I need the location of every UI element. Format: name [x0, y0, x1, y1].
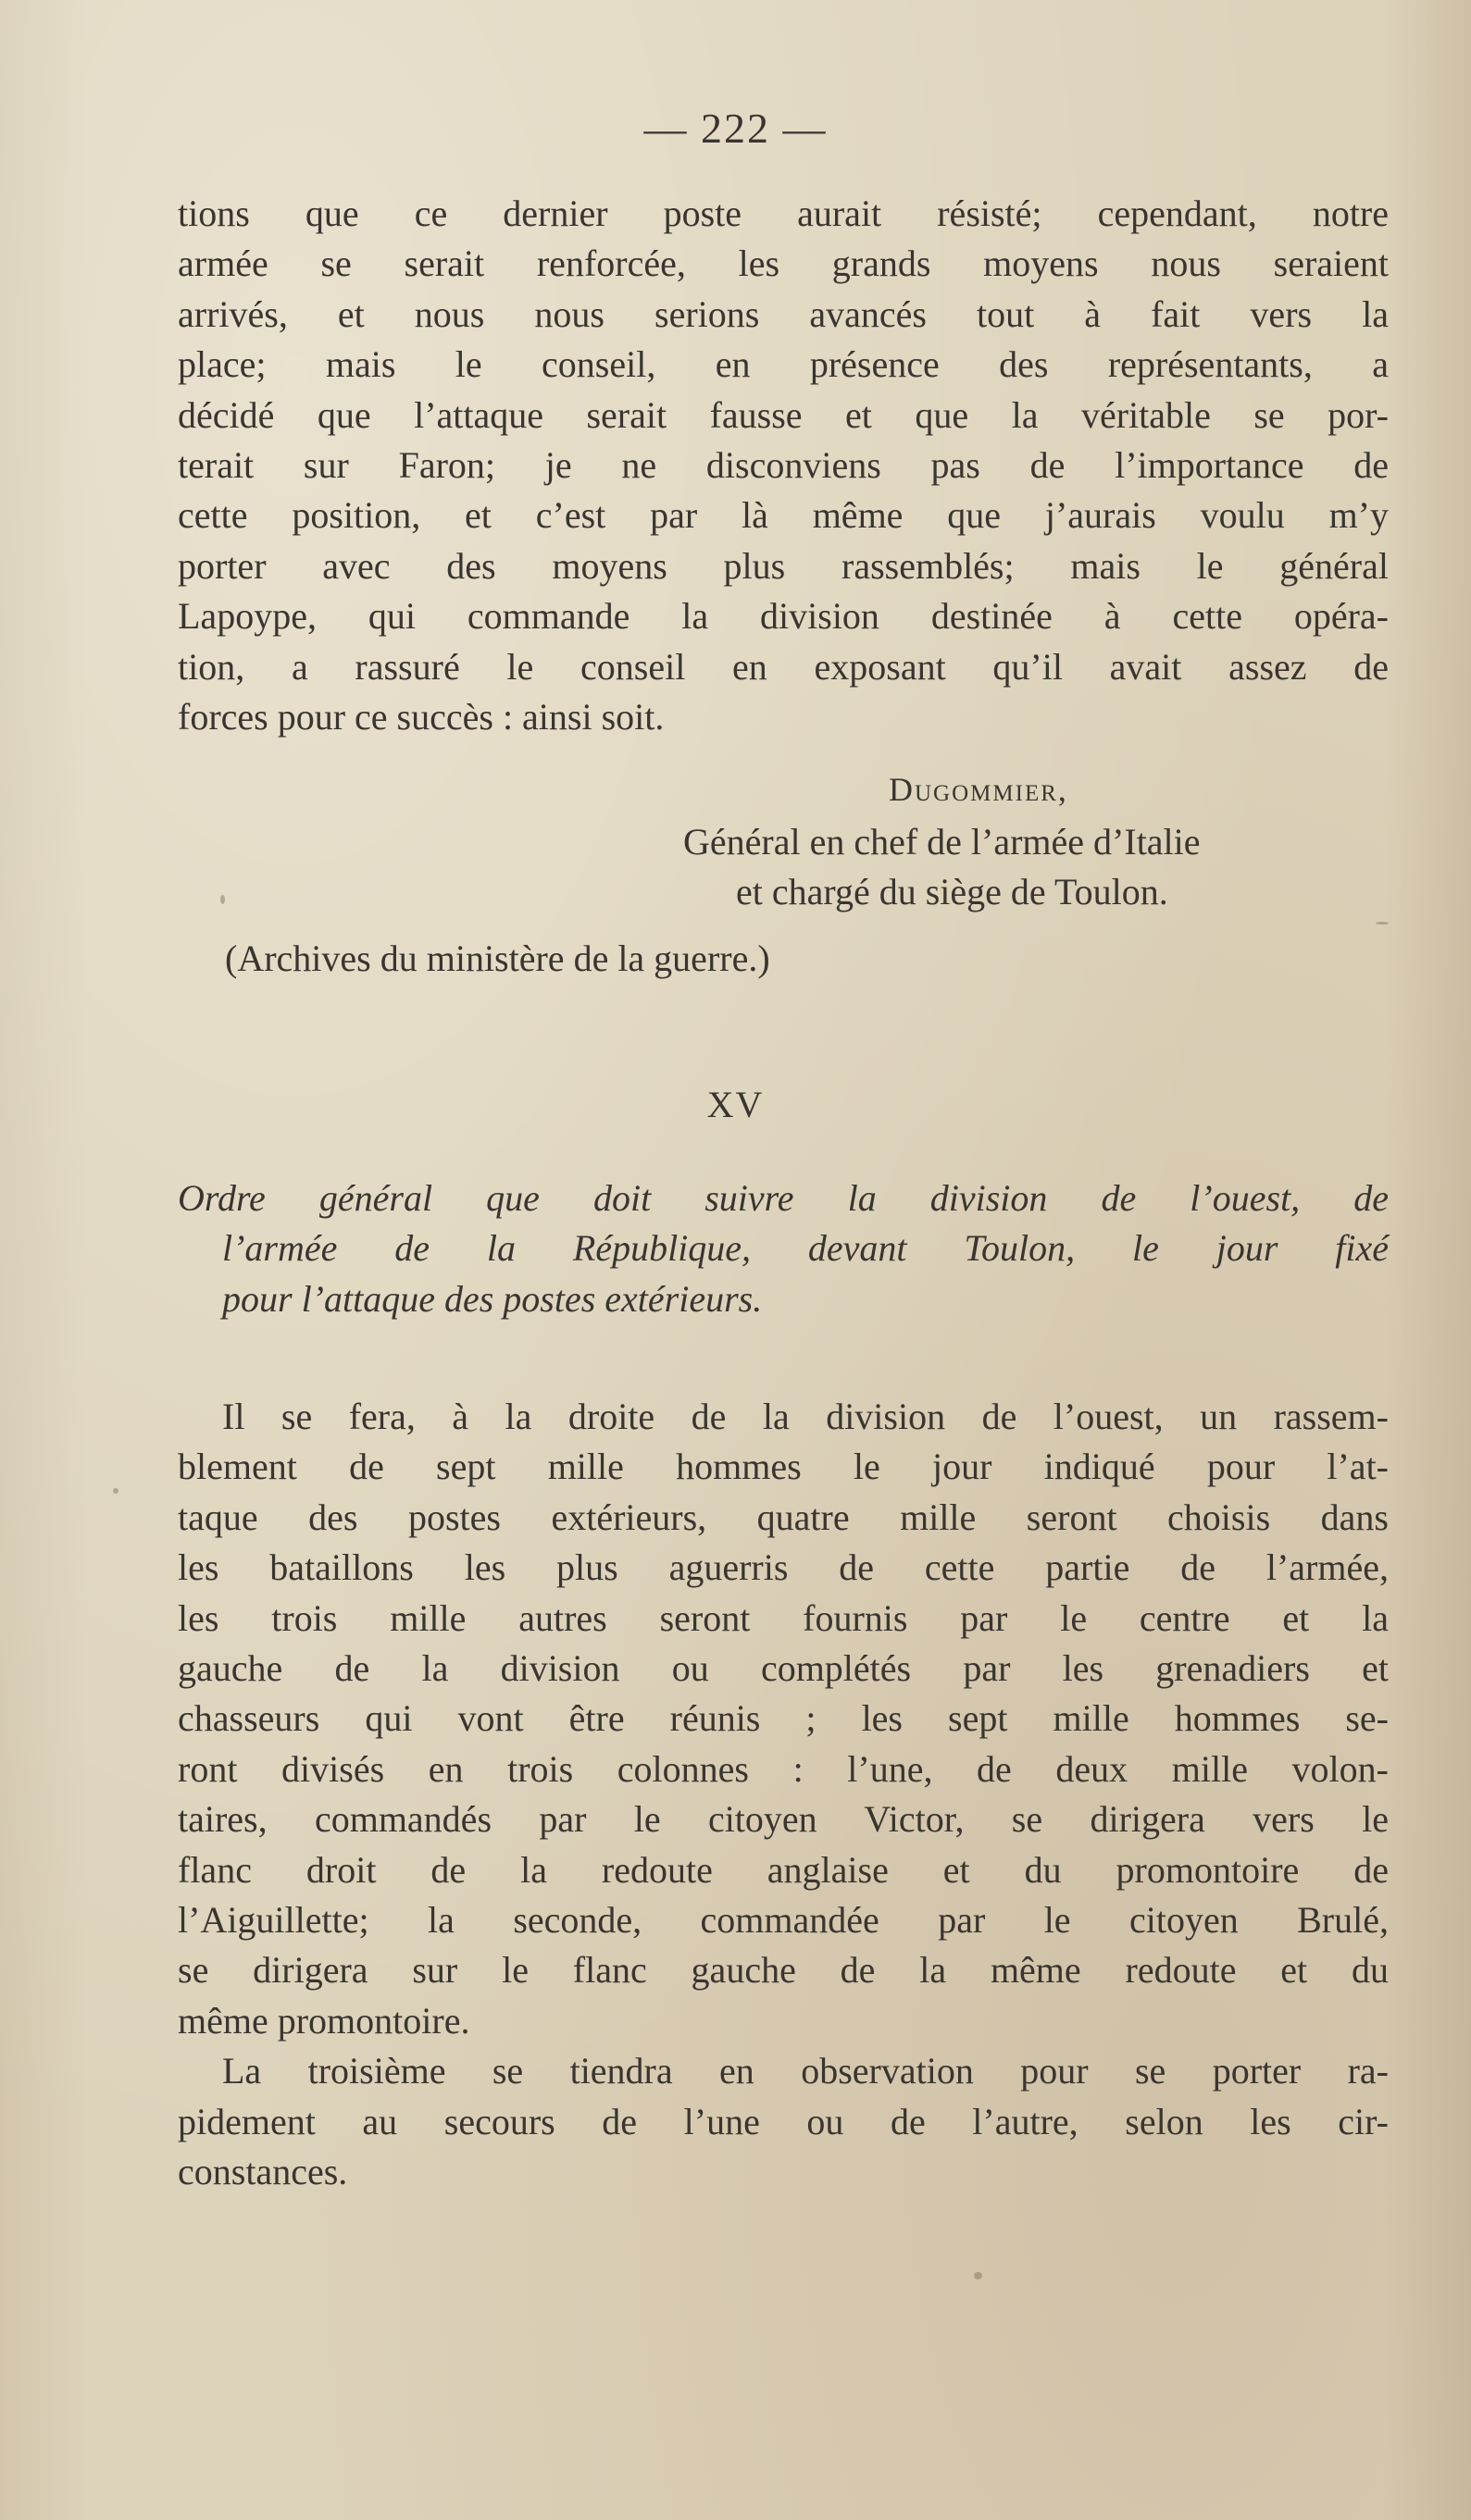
text-line: taires, commandés par le citoyen Victor, se dirigera vers le [178, 1798, 1389, 1841]
page-number: — 222 — [643, 105, 828, 152]
text-line: gauche de la division ou complétés par les grenadiers et [178, 1647, 1389, 1690]
section-number: XV [706, 1084, 765, 1125]
text-line: porter avec des moyens plus rassemblés; mais le général [178, 544, 1389, 587]
text-line: constances. [178, 2151, 348, 2193]
paper-speck [113, 1488, 118, 1494]
text-line: tions que ce dernier poste aurait résisté; cependant, notre [178, 192, 1389, 234]
text-line: cette position, et c’est par là même que j’aurais voulu m’y [178, 494, 1389, 537]
text-line: chasseurs qui vont être réunis ; les sept mille hommes se- [178, 1697, 1389, 1740]
body-paragraph-1 [178, 1392, 1389, 2198]
text-line: les trois mille autres seront fournis par le centre et la [178, 1596, 1389, 1639]
text-line: blement de sept mille hommes le jour indiqué pour l’at- [178, 1446, 1389, 1488]
section-heading [178, 1173, 1389, 1324]
heading-line: l’armée de la République, devant Toulon, le jour fixé [222, 1227, 1389, 1270]
paper-speck [1376, 922, 1389, 925]
opening-paragraph [178, 189, 1389, 742]
source-note: (Archives du ministère de la guerre.) [225, 937, 770, 979]
heading-line: Ordre général que doit suivre la division de l’ouest, de [178, 1177, 1389, 1219]
text-line: terait sur Faron; je ne disconviens pas de l’importance de [178, 444, 1389, 487]
text-line: armée se serait renforcée, les grands moyens nous seraient [178, 242, 1389, 285]
text-line: place; mais le conseil, en présence des représentants, a [178, 343, 1389, 386]
text-line: ront divisés en trois colonnes : l’une, de deux mille volon- [178, 1747, 1389, 1790]
text-line: pidement au secours de l’une ou de l’autre, selon les cir- [178, 2100, 1389, 2142]
signature-name: Dugommier, [889, 771, 1068, 808]
text-line: taque des postes extérieurs, quatre mille seront choisis dans [178, 1496, 1389, 1538]
text-line: flanc droit de la redoute anglaise et du promontoire de [178, 1848, 1389, 1891]
text-line: décidé que l’attaque serait fausse et que la véritable se por- [178, 393, 1389, 436]
paper-speck [974, 2272, 982, 2279]
text-line: se dirigera sur le flanc gauche de la même redoute et du [178, 1949, 1389, 1992]
text-line: Lapoype, qui commande la division destinée à cette opéra- [178, 595, 1389, 638]
heading-line: pour l’attaque des postes extérieurs. [222, 1277, 763, 1320]
text-line: La troisième se tiendra en observation pour se porter ra- [222, 2050, 1389, 2092]
text-line: arrivés, et nous nous serions avancés tout à fait vers la [178, 292, 1389, 335]
text-line: l’Aiguillette; la seconde, commandée par le citoyen Brulé, [178, 1899, 1389, 1942]
paper-speck [220, 895, 225, 904]
text-line: Il se fera, à la droite de la division de l’ouest, un rassem- [222, 1396, 1389, 1437]
text-line: même promontoire. [178, 1999, 470, 2042]
text-line: forces pour ce succès : ainsi soit. [178, 696, 665, 739]
text-line: tion, a rassuré le conseil en exposant qu’il avait assez de [178, 645, 1389, 688]
signature-title-line-1: Général en chef de l’armée d’Italie [683, 821, 1201, 863]
signature-title-line-2: et chargé du siège de Toulon. [736, 871, 1168, 912]
text-line: les bataillons les plus aguerris de cette partie de l’armée, [178, 1546, 1389, 1589]
